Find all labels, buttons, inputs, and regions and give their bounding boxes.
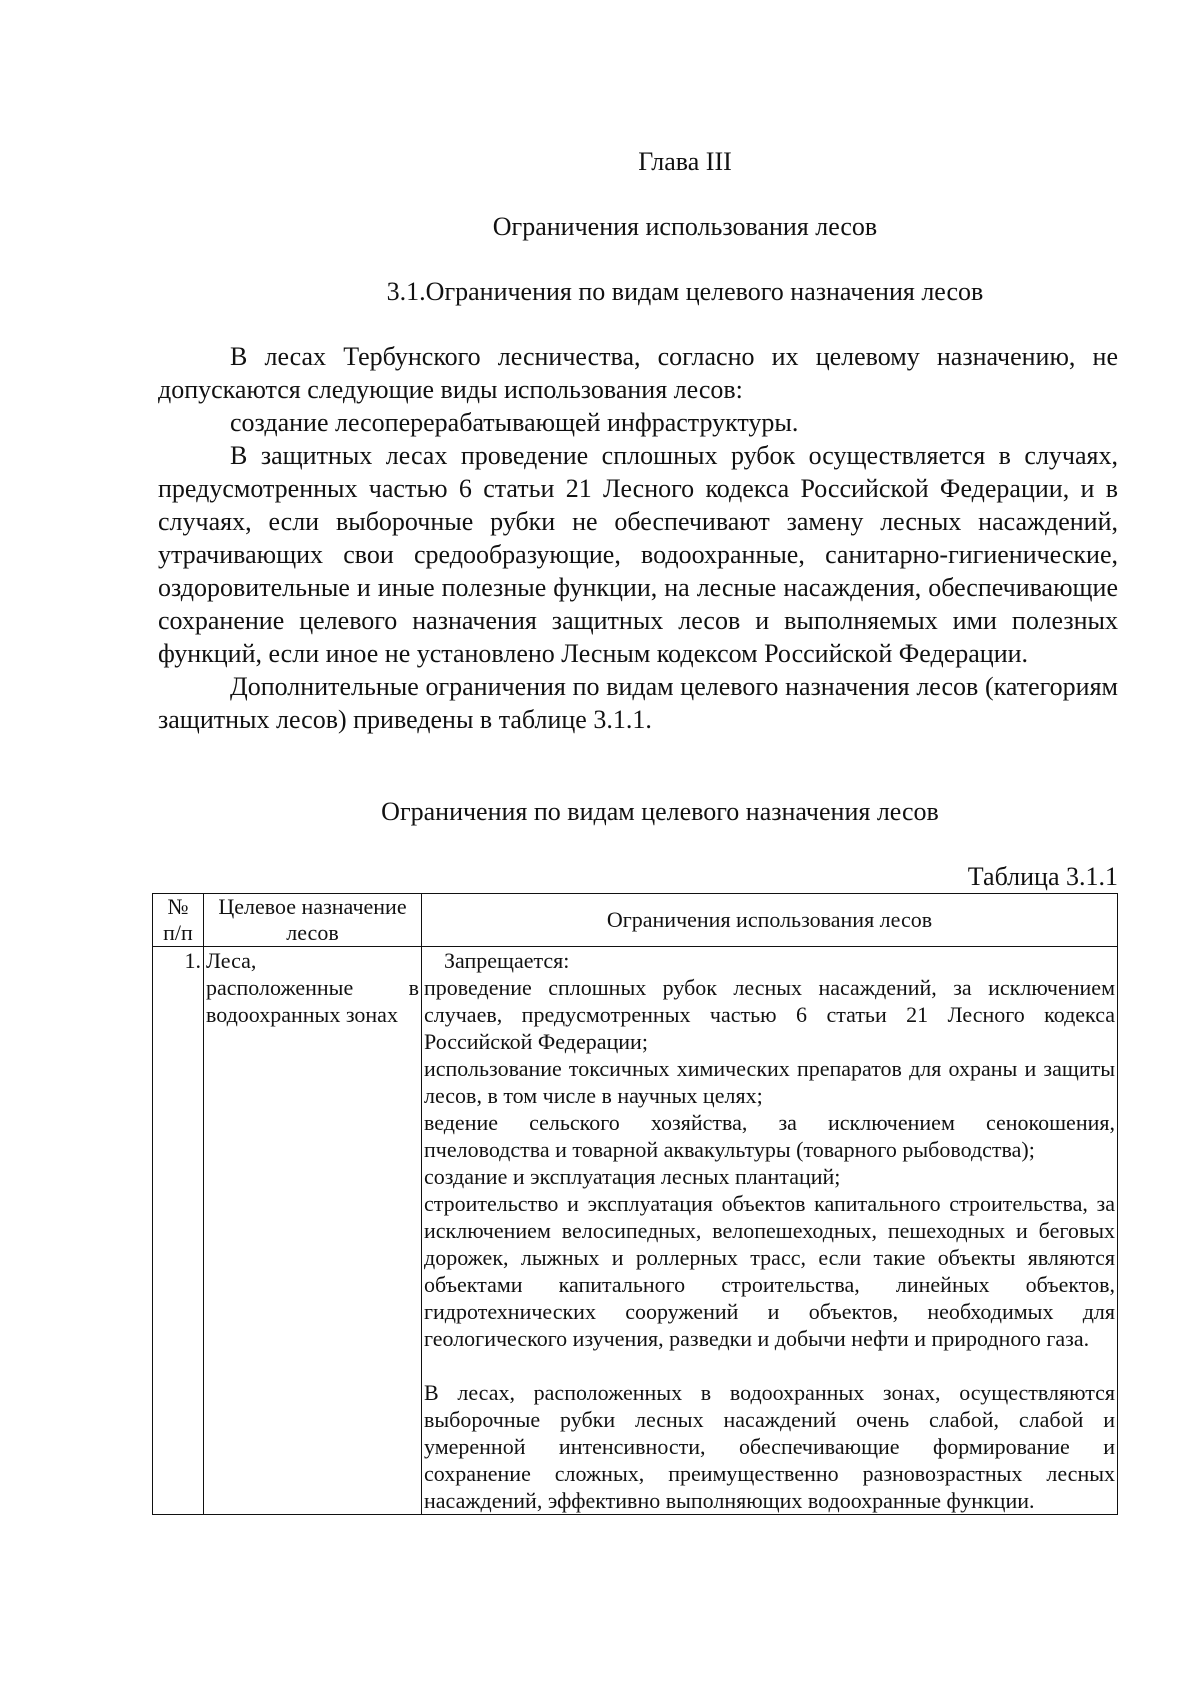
limits-item: строительство и эксплуатация объектов капитального строительства, за исключением велосипедных, велопешеходных, пешеходных и беговых дорожек, лыжных и роллерных трасс, если такие объекты являются объектами капитального строительства, линейных объектов, гидротехнических сооружений и объектов, необходимых для геологического изучения, разведки и добычи нефти и природного газа. bbox=[424, 1191, 1115, 1351]
limits-item: Запрещается: bbox=[444, 948, 570, 973]
row-purpose-line: Леса, bbox=[206, 948, 257, 973]
column-header-num bbox=[153, 894, 204, 947]
row-purpose bbox=[204, 947, 422, 1515]
column-header-num-line2: п/п bbox=[163, 920, 193, 945]
limits-item: В лесах, расположенных в водоохранных зонах, осуществляются выборочные рубки лесных насаждений очень слабой, слабой и умеренной интенсивности, обеспечивающие формирование и сохранение сложных, преимущественно разновозрастных лесных насаждений, эффективно выполняющих водоохранные функции. bbox=[424, 1380, 1115, 1513]
row-limits bbox=[422, 947, 1118, 1515]
row-purpose-line: расположенные в bbox=[206, 975, 419, 1000]
column-header-num-line1: № bbox=[167, 894, 189, 919]
column-header-limits: Ограничения использования лесов bbox=[422, 894, 1118, 947]
chapter-subtitle: Ограничения использования лесов bbox=[492, 212, 878, 241]
table-heading: Ограничения по видам целевого назначения лесов bbox=[381, 797, 939, 826]
limits-item: проведение сплошных рубок лесных насаждений, за исключением случаев, предусмотренных частью 6 статьи 21 Лесного кодекса Российской Федерации; bbox=[424, 975, 1115, 1054]
row-purpose-line: водоохранных зонах bbox=[206, 1002, 398, 1027]
limits-item: создание и эксплуатация лесных плантаций; bbox=[424, 1164, 841, 1189]
section-title: 3.1.Ограничения по видам целевого назначения лесов bbox=[386, 277, 984, 306]
table-number: Таблица 3.1.1 bbox=[967, 862, 1118, 891]
column-header-purpose: Целевое назначение лесов bbox=[204, 894, 422, 947]
row-number: 1. bbox=[153, 947, 204, 1515]
table-header-row bbox=[153, 894, 1118, 947]
paragraph: В лесах Тербунского лесничества, согласно их целевому назначению, не допускаются следующие виды использования лесов: bbox=[158, 342, 1118, 404]
body-text bbox=[158, 340, 1118, 736]
table-row bbox=[153, 947, 1118, 1515]
chapter-title: Глава III bbox=[638, 147, 732, 176]
limits-item: использование токсичных химических препаратов для охраны и защиты лесов, в том числе в научных целях; bbox=[424, 1056, 1115, 1108]
limits-item: ведение сельского хозяйства, за исключением сенокошения, пчеловодства и товарной аквакультуры (товарного рыбоводства); bbox=[424, 1110, 1115, 1162]
limits-table bbox=[152, 893, 1118, 1515]
paragraph: В защитных лесах проведение сплошных рубок осуществляется в случаях, предусмотренных частью 6 статьи 21 Лесного кодекса Российской Федерации, и в случаях, если выборочные рубки не обеспечивают замену лесных насаждений, утрачивающих свои средообразующие, водоохранные, санитарно-гигиенические, оздоровительные и иные полезные функции, на лесные насаждения, обеспечивающие сохранение целевого назначения защитных лесов и выполняемых ими полезных функций, если иное не установлено Лесным кодексом Российской Федерации. bbox=[158, 441, 1118, 668]
paragraph: Дополнительные ограничения по видам целевого назначения лесов (категориям защитных лесов) приведены в таблице 3.1.1. bbox=[158, 672, 1118, 734]
paragraph: создание лесоперерабатывающей инфраструктуры. bbox=[230, 408, 799, 437]
